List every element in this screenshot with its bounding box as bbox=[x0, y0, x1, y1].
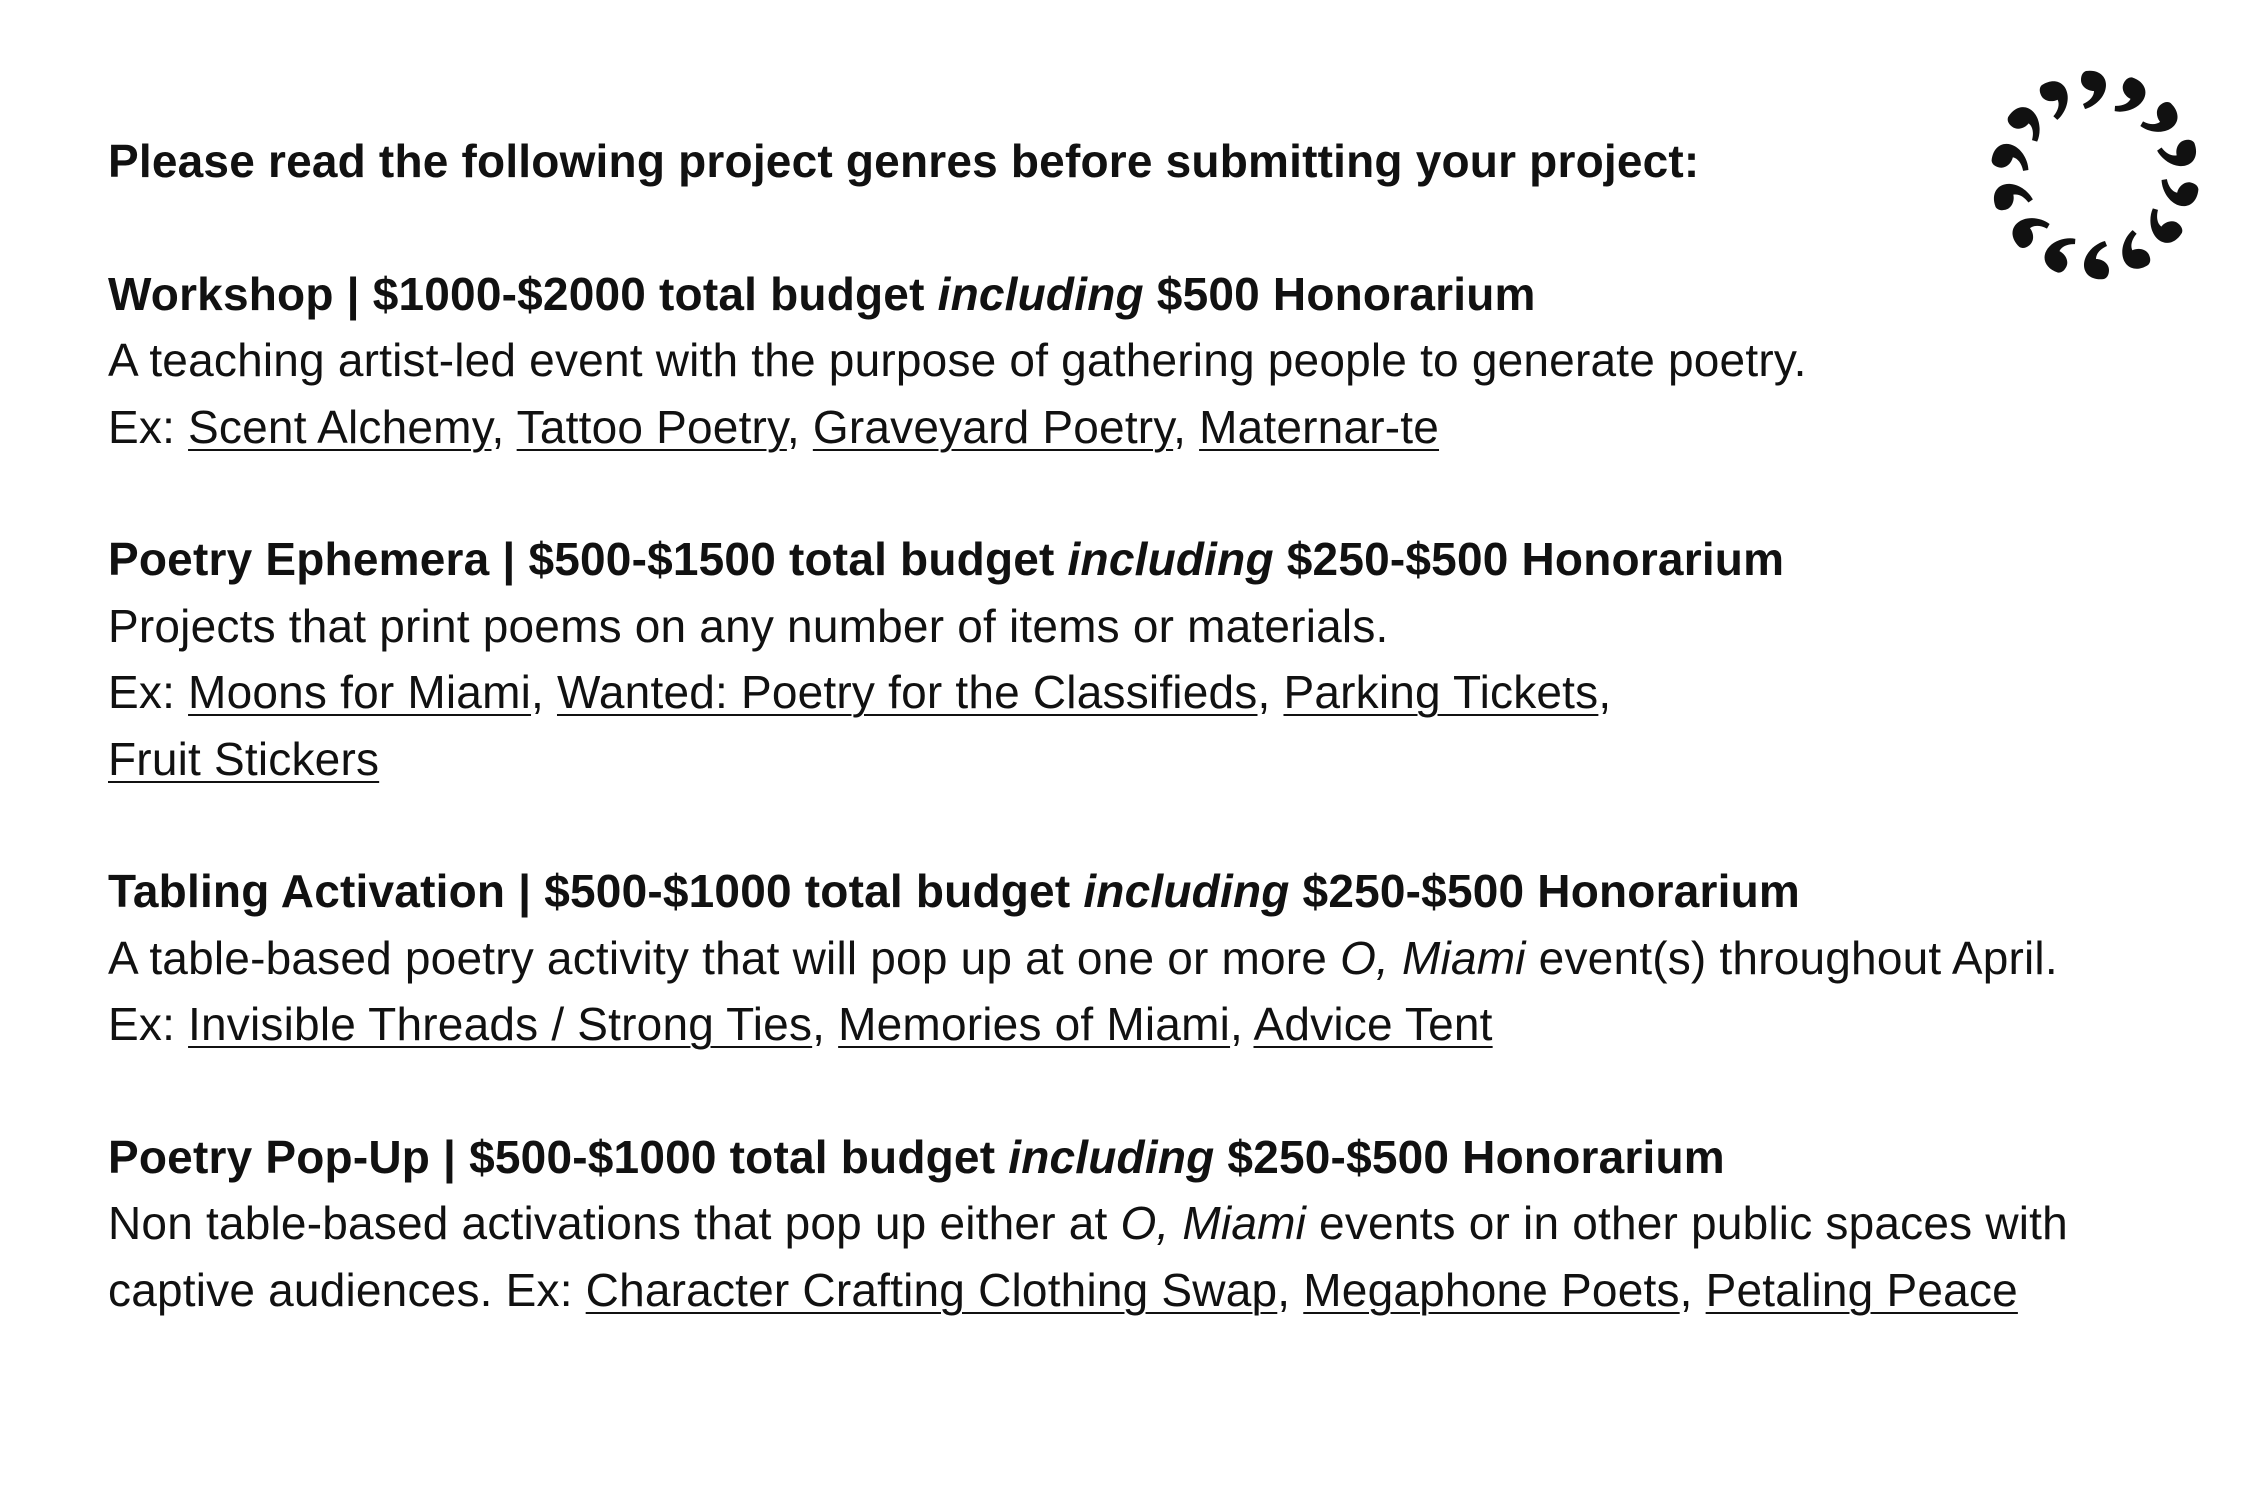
example-link-invisible-threads[interactable]: Invisible Threads / Strong Ties bbox=[188, 998, 813, 1050]
genre-description: Projects that print poems on any number of items or materials. bbox=[108, 599, 1389, 652]
genre-description: A teaching artist-led event with the purpose of gathering people to generate poetry. bbox=[108, 334, 1807, 386]
quote-mark-glyph bbox=[2111, 75, 2150, 120]
genre-description: A table-based poetry activity that will pop up at one or more O, Miami event(s) throughout April. bbox=[108, 931, 2058, 984]
example-link-character-crafting[interactable]: Character Crafting Clothing Swap bbox=[585, 1263, 1278, 1316]
quote-mark-glyph bbox=[2157, 176, 2200, 209]
example-link-advice-tent[interactable]: Advice Tent bbox=[1253, 998, 1493, 1050]
examples-label: Ex: bbox=[108, 400, 176, 453]
genre-title: Poetry Pop-Up | $500-$1000 total budget including $250-$500 Honorarium bbox=[108, 1130, 1725, 1183]
example-link-memories-of-miami[interactable]: Memories of Miami bbox=[838, 998, 1231, 1050]
example-link-wanted-poetry[interactable]: Wanted: Poetry for the Classifieds bbox=[556, 666, 1258, 718]
example-link-maternar-te[interactable]: Maternar-te bbox=[1199, 400, 1440, 453]
quote-mark-glyph bbox=[2156, 138, 2199, 171]
examples-label: Ex: bbox=[108, 666, 176, 718]
genre-poetry-ephemera: Poetry Ephemera | $500-$1500 total budget including $250-$500 Honorarium Projects that print poems on any number of items or materials. Ex: Moons for Miami, Wanted: Poetry for the Classifieds, Parking Tickets, Fruit Stickers bbox=[108, 526, 2108, 792]
genre-title: Poetry Ephemera | $500-$1500 total budget including $250-$500 Honorarium bbox=[108, 533, 1785, 585]
genre-poetry-pop-up: Poetry Pop-Up | $500-$1000 total budget including $250-$500 Honorarium Non table-based activations that pop up either at O, Miami events or in other public spaces with captive audiences. Ex: Character Crafting Clothing Swap, Megaphone Poets, Petaling Peace bbox=[108, 1124, 2108, 1324]
genre-workshop: Workshop | $1000-$2000 total budget including $500 Honorarium A teaching artist-led event with the purpose of gathering people to generate poetry. Ex: Scent Alchemy, Tattoo Poetry, Graveyard Poetry, Maternar-te bbox=[108, 261, 2108, 461]
genre-tabling-activation: Tabling Activation | $500-$1000 total budget including $250-$500 Honorarium A table-based poetry activity that will pop up at one or more O, Miami event(s) throughout April. Ex: Invisible Threads / Strong Ties, Memories of Miami, Advice Tent bbox=[108, 858, 2108, 1058]
example-link-megaphone-poets[interactable]: Megaphone Poets bbox=[1303, 1263, 1680, 1316]
examples-label: Ex: bbox=[108, 998, 176, 1050]
example-link-graveyard-poetry[interactable]: Graveyard Poetry bbox=[812, 400, 1174, 453]
example-link-petaling-peace[interactable]: Petaling Peace bbox=[1705, 1263, 2018, 1316]
quote-mark-glyph bbox=[2037, 76, 2076, 121]
intro-heading: Please read the following project genres before submitting your project: bbox=[108, 135, 1700, 187]
example-link-fruit-stickers[interactable]: Fruit Stickers bbox=[108, 732, 380, 785]
quote-mark-glyph bbox=[2138, 99, 2184, 142]
example-link-parking-tickets[interactable]: Parking Tickets bbox=[1283, 666, 1599, 718]
genre-description: Non table-based activations that pop up either at O, Miami events or in other public spaces with captive audiences. bbox=[108, 1197, 2068, 1316]
quote-mark-glyph bbox=[2081, 71, 2106, 109]
example-link-tattoo-poetry[interactable]: Tattoo Poetry bbox=[516, 400, 787, 453]
genre-title: Workshop | $1000-$2000 total budget including $500 Honorarium bbox=[108, 267, 1536, 320]
project-genres-document bbox=[108, 128, 2108, 1389]
example-link-scent-alchemy[interactable]: Scent Alchemy bbox=[188, 400, 492, 453]
examples-label: Ex: bbox=[505, 1263, 573, 1316]
genre-title: Tabling Activation | $500-$1000 total budget including $250-$500 Honorarium bbox=[108, 865, 1800, 917]
quote-mark-glyph bbox=[2114, 228, 2153, 273]
example-link-moons-for-miami[interactable]: Moons for Miami bbox=[188, 666, 532, 718]
quote-mark-glyph bbox=[2140, 205, 2186, 248]
